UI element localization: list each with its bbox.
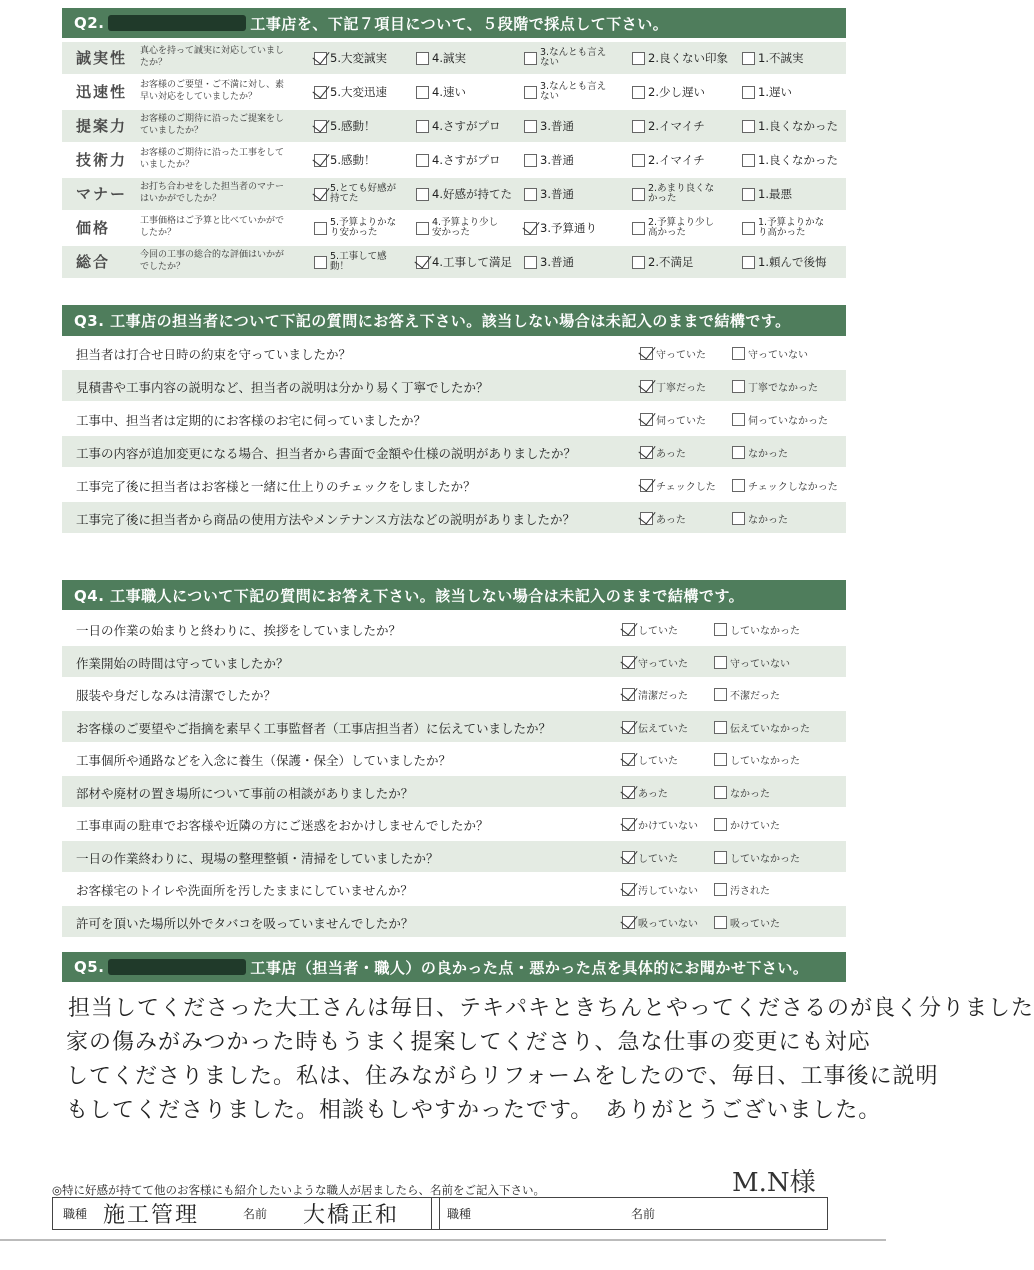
checkbox[interactable] <box>632 188 645 201</box>
q4-row <box>62 906 846 937</box>
checkbox[interactable] <box>640 479 653 492</box>
rating-option-label: 4.誠実 <box>432 51 466 65</box>
answer-no-label: 吸っていた <box>730 918 780 930</box>
q2-category: 迅速性 <box>76 83 128 101</box>
rating-option[interactable] <box>632 252 693 272</box>
checkbox[interactable] <box>714 818 727 831</box>
answer-no[interactable] <box>714 850 800 865</box>
rating-option-label: 3.普通 <box>540 119 574 133</box>
answer-yes[interactable] <box>622 850 678 865</box>
q4-header-text: Q4. 工事職人について下記の質問にお答え下さい。該当しない場合は未記入のままで結構です。 <box>74 586 745 605</box>
checkbox[interactable] <box>714 721 727 734</box>
checkbox[interactable] <box>416 188 429 201</box>
type-value-2[interactable] <box>493 1198 623 1229</box>
question-text: お客様宅のトイレや洗面所を汚したままにしていませんか？ <box>76 883 413 898</box>
checkbox[interactable] <box>714 753 727 766</box>
question-text: 工事の内容が追加変更になる場合、担当者から書面で金額や仕様の説明がありましたか？ <box>76 446 577 461</box>
comment-line: 担当してくださった大工さんは毎日、テキパキときちんとやってくださるのが良く分りました <box>68 996 1034 1021</box>
checkbox[interactable] <box>632 256 645 269</box>
checkbox[interactable] <box>714 623 727 636</box>
q2-question: 工事価格はご予算と比べていかがでしたか？ <box>140 216 285 238</box>
checkbox[interactable] <box>416 52 429 65</box>
rating-option-label: 1.良くなかった <box>758 153 838 167</box>
rating-option[interactable] <box>314 218 402 238</box>
question-text: 担当者は打合せ日時の約束を守っていましたか？ <box>76 347 352 362</box>
q2-row <box>62 212 846 244</box>
q2-question: お打ち合わせをした担当者のマナーはいかがでしたか？ <box>140 182 285 204</box>
checkbox[interactable] <box>640 347 653 360</box>
checkbox[interactable] <box>314 52 327 65</box>
checkbox[interactable] <box>314 120 327 133</box>
rating-option[interactable] <box>524 82 612 102</box>
checkbox[interactable] <box>742 222 755 235</box>
answer-yes-label: 清潔だった <box>638 691 688 702</box>
rating-option[interactable] <box>416 184 512 204</box>
checkbox[interactable] <box>742 52 755 65</box>
q2-row <box>62 144 846 176</box>
answer-yes[interactable] <box>640 445 686 460</box>
q5-header <box>62 952 846 982</box>
checkbox[interactable] <box>640 413 653 426</box>
q4-row <box>62 776 846 807</box>
answer-yes-label: 丁寧だった <box>656 383 706 394</box>
rating-option[interactable] <box>632 184 720 204</box>
checkbox[interactable] <box>742 154 755 167</box>
answer-yes[interactable] <box>640 412 706 427</box>
q2-category: 提案力 <box>76 117 128 135</box>
answer-yes-label: していた <box>638 853 678 865</box>
question-text: 一日の作業の始まりと終わりに、挨拶をしていましたか？ <box>76 623 402 638</box>
rating-option[interactable] <box>416 116 500 136</box>
checkbox[interactable] <box>416 256 429 269</box>
q4-row <box>62 743 846 774</box>
recommend-note: ◎特に好感が持てて他のお客様にも紹介したいような職人が居ましたら、名前をご記入下さい。 <box>52 1183 546 1197</box>
q5-comment <box>62 986 1034 1166</box>
rating-option-label: 5.大変迅速 <box>330 85 387 99</box>
q5-header-text: 工事店（担当者・職人）の良かった点・悪かった点を具体的にお聞かせ下さい。 <box>250 958 809 977</box>
rating-option-label: 1.良くなかった <box>758 119 838 133</box>
checkbox[interactable] <box>622 753 635 766</box>
answer-no[interactable] <box>714 752 800 767</box>
rating-option-label: 4.予算より少し安かった <box>432 217 499 238</box>
checkbox[interactable] <box>732 413 745 426</box>
checkbox[interactable] <box>622 688 635 701</box>
question-text: 工事個所や通路などを入念に養生（保護・保全）していましたか？ <box>76 753 452 768</box>
answer-no[interactable] <box>714 915 780 930</box>
question-text: 工事完了後に担当者から商品の使用方法やメンテナンス方法などの説明がありましたか？ <box>76 512 576 527</box>
type-label: 職種 <box>63 1207 88 1221</box>
answer-yes[interactable] <box>622 622 678 637</box>
rating-option[interactable] <box>742 252 826 272</box>
question-text: 工事完了後に担当者はお客様と一緒に仕上りのチェックをしましたか？ <box>76 479 476 494</box>
answer-no[interactable] <box>732 346 808 361</box>
checkbox[interactable] <box>632 222 645 235</box>
checkbox[interactable] <box>632 52 645 65</box>
rating-option[interactable] <box>742 184 792 204</box>
q2-category: 技術力 <box>76 151 128 169</box>
rating-option[interactable] <box>632 218 720 238</box>
redacted-company-name <box>108 959 246 975</box>
checkbox[interactable] <box>524 154 537 167</box>
checkbox[interactable] <box>314 188 327 201</box>
answer-no-label: 守っていない <box>730 658 790 670</box>
rating-option-label: 1.最悪 <box>758 187 792 201</box>
q2-question: お客様のご要望・ご不満に対し、素早い対応をしていましたか？ <box>140 80 285 102</box>
q4-row <box>62 841 846 872</box>
rating-option[interactable] <box>742 116 838 136</box>
answer-no[interactable] <box>714 687 780 702</box>
answer-yes[interactable] <box>622 687 688 702</box>
q2-question: 真心を持って誠実に対応していましたか？ <box>140 46 285 68</box>
rating-option-label: 4.さすがプロ <box>432 119 501 133</box>
answer-yes-label: 伝えていた <box>638 723 688 735</box>
q3-header-text: Q3. 工事店の担当者について下記の質問にお答え下さい。該当しない場合は未記入のままで結構です。 <box>74 312 791 330</box>
checkbox[interactable] <box>714 851 727 864</box>
name-label: 名前 <box>631 1207 656 1221</box>
q2-question: お客様のご期待に沿った工事をしていましたか？ <box>140 148 285 170</box>
rating-option[interactable] <box>314 116 375 136</box>
rating-option-label: 3.普通 <box>540 255 574 269</box>
q2-category: 誠実性 <box>76 49 128 67</box>
rating-option[interactable] <box>416 252 512 272</box>
answer-yes-label: あった <box>656 515 686 526</box>
rating-option-label: 2.良くない印象 <box>648 51 728 65</box>
recommend-staff-table <box>52 1197 828 1230</box>
rating-option-label: 3.なんとも言えない <box>540 81 607 102</box>
checkbox[interactable] <box>632 154 645 167</box>
checkbox[interactable] <box>622 623 635 636</box>
type-value-1[interactable]: 施工管理 <box>103 1203 200 1228</box>
answer-no-label: なかった <box>748 515 788 526</box>
question-text: 作業開始の時間は守っていましたか？ <box>76 655 289 671</box>
customer-signature: M.N様 <box>732 1168 816 1198</box>
checkbox[interactable] <box>632 86 645 99</box>
q2-row <box>62 110 846 142</box>
checkbox[interactable] <box>732 347 745 360</box>
checkbox[interactable] <box>416 154 429 167</box>
rating-option-label: 3.普通 <box>540 153 574 167</box>
answer-yes[interactable] <box>622 655 688 670</box>
answer-yes-label: 伺っていた <box>656 416 706 427</box>
q3-row <box>62 502 846 533</box>
answer-yes[interactable] <box>640 379 706 394</box>
question-text: お客様のご要望やご指摘を素早く工事監督者（工事店担当者）に伝えていましたか？ <box>76 720 552 736</box>
rating-option-label: 5.予算よりかなり安かった <box>330 217 397 238</box>
answer-yes[interactable] <box>622 785 668 800</box>
answer-no[interactable] <box>714 720 810 735</box>
checkbox[interactable] <box>742 120 755 133</box>
q4-row <box>62 613 846 644</box>
q4-row <box>62 711 846 742</box>
answer-no-label: 汚された <box>730 886 770 897</box>
checkbox[interactable] <box>742 86 755 99</box>
checkbox[interactable] <box>640 512 653 525</box>
answer-yes-label: かけていない <box>638 821 698 832</box>
checkbox[interactable] <box>714 916 727 929</box>
rating-option-label: 4.速い <box>432 85 466 99</box>
rating-option[interactable] <box>314 150 375 170</box>
redacted-company-name <box>108 15 246 31</box>
q3-row <box>62 370 846 401</box>
checkbox[interactable] <box>524 86 537 99</box>
checkbox[interactable] <box>632 120 645 133</box>
checkbox[interactable] <box>314 256 327 269</box>
answer-no[interactable] <box>732 445 788 460</box>
rating-option[interactable] <box>524 184 574 204</box>
rating-option-label: 2.あまり良くなかった <box>648 183 715 204</box>
rating-option[interactable] <box>524 218 597 238</box>
rating-option[interactable] <box>314 82 387 102</box>
q4-row <box>62 678 846 709</box>
comment-line: 家の傷みがみつかった時もうまく提案してくださり、急な仕事の変更にも対応 <box>66 1030 871 1055</box>
rating-option[interactable] <box>416 82 466 102</box>
answer-yes[interactable] <box>622 882 698 897</box>
checkbox[interactable] <box>524 256 537 269</box>
answer-no-label: かけていた <box>730 821 780 832</box>
checkbox[interactable] <box>314 222 327 235</box>
answer-no-label: していなかった <box>730 626 800 637</box>
answer-yes[interactable] <box>622 720 688 735</box>
checkbox[interactable] <box>732 380 745 393</box>
name-value-2[interactable] <box>683 1198 823 1229</box>
q2-question: お客様のご期待に沿ったご提案をしていましたか？ <box>140 114 285 136</box>
rating-option[interactable] <box>416 218 504 238</box>
rating-option[interactable] <box>742 48 803 68</box>
rating-option-label: 5.感動！ <box>330 119 376 133</box>
checkbox[interactable] <box>714 786 727 799</box>
q3-row <box>62 436 846 467</box>
checkbox[interactable] <box>640 380 653 393</box>
rating-option[interactable] <box>416 150 500 170</box>
comment-line: してくださりました。私は、住みながらリフォームをしたので、毎日、工事後に説明 <box>66 1064 939 1089</box>
checkbox[interactable] <box>622 721 635 734</box>
answer-yes[interactable] <box>622 817 698 832</box>
answer-no-label: 丁寧でなかった <box>748 383 818 394</box>
rating-option-label: 3.なんとも言えない <box>540 47 607 68</box>
rating-option-label: 5.大変誠実 <box>330 51 387 65</box>
question-text: 許可を頂いた場所以外でタバコを吸っていませんでしたか？ <box>76 915 414 931</box>
q2-row <box>62 246 846 278</box>
rating-option[interactable] <box>632 150 705 170</box>
answer-yes[interactable] <box>640 478 716 493</box>
rating-option-label: 5.工事して感動！ <box>330 251 387 272</box>
rating-option[interactable] <box>632 116 705 136</box>
checkbox[interactable] <box>622 883 635 896</box>
answer-yes-label: チェックした <box>656 482 716 493</box>
answer-no-label: 不潔だった <box>730 691 780 702</box>
rating-option[interactable] <box>742 150 838 170</box>
question-text: 一日の作業終わりに、現場の整理整頓・清掃をしていましたか？ <box>76 850 439 866</box>
q3-header <box>62 305 846 336</box>
q2-header-text: 工事店を、下記７項目について、５段階で採点して下さい。 <box>250 14 669 33</box>
rating-option-label: 4.工事して満足 <box>432 255 512 269</box>
q2-question: 今回の工事の総合的な評価はいかがでしたか？ <box>140 250 285 272</box>
q4-row <box>62 808 846 839</box>
checkbox[interactable] <box>732 512 745 525</box>
rating-option[interactable] <box>314 252 402 272</box>
type-label: 職種 <box>447 1207 472 1221</box>
comment-line: もしてくださりました。相談もしやすかったです。 ありがとうございました。 <box>66 1098 882 1123</box>
rating-option-label: 2.少し遅い <box>648 85 705 99</box>
q3-row <box>62 337 846 368</box>
rating-option-label: 4.好感が持てた <box>432 187 512 201</box>
checkbox[interactable] <box>622 818 635 831</box>
answer-yes-label: 汚していない <box>638 886 698 897</box>
rating-option-label: 2.予算より少し高かった <box>648 217 715 238</box>
q4-header <box>62 580 846 610</box>
answer-yes-label: 守っていた <box>638 658 688 670</box>
table-divider <box>431 1198 432 1229</box>
checkbox[interactable] <box>742 256 755 269</box>
q2-category: 価格 <box>76 219 111 237</box>
rating-option[interactable] <box>416 48 466 68</box>
answer-no[interactable] <box>714 817 780 832</box>
answer-no[interactable] <box>714 655 790 670</box>
answer-yes-label: あった <box>656 449 686 460</box>
checkbox[interactable] <box>732 479 745 492</box>
answer-no[interactable] <box>714 622 800 637</box>
answer-no[interactable] <box>714 785 770 800</box>
rating-option[interactable] <box>632 48 728 68</box>
table-divider <box>439 1198 440 1229</box>
checkbox[interactable] <box>314 86 327 99</box>
answer-yes[interactable] <box>622 915 698 930</box>
rating-option-label: 4.さすがプロ <box>432 153 501 167</box>
checkbox[interactable] <box>416 120 429 133</box>
checkbox[interactable] <box>622 656 635 669</box>
rating-option[interactable] <box>314 184 402 204</box>
checkbox[interactable] <box>714 883 727 896</box>
rating-option[interactable] <box>524 252 574 272</box>
q2-category: マナー <box>76 185 128 203</box>
q4-row <box>62 873 846 904</box>
rating-option-label: 5.とても好感が持てた <box>330 183 397 204</box>
q2-row <box>62 178 846 210</box>
checkbox[interactable] <box>314 154 327 167</box>
answer-no-label: チェックしなかった <box>748 482 838 493</box>
answer-no[interactable] <box>732 379 818 394</box>
answer-yes-label: 吸っていない <box>638 918 698 930</box>
name-value-1[interactable]: 大橋正和 <box>303 1203 400 1228</box>
rating-option[interactable] <box>524 150 574 170</box>
checkbox[interactable] <box>416 222 429 235</box>
checkbox[interactable] <box>714 688 727 701</box>
question-text: 部材や廃材の置き場所について事前の相談がありましたか？ <box>76 785 414 801</box>
q2-row <box>62 76 846 108</box>
answer-no[interactable] <box>732 478 838 493</box>
q5-header-prefix: Q5. <box>74 958 105 976</box>
checkbox[interactable] <box>714 656 727 669</box>
checkbox[interactable] <box>622 916 635 929</box>
rating-option-label: 2.イマイチ <box>648 119 705 133</box>
answer-yes-label: していた <box>638 626 678 637</box>
q2-category: 総合 <box>76 253 111 271</box>
question-text: 見積書や工事内容の説明など、担当者の説明は分かり易く丁寧でしたか？ <box>76 380 489 395</box>
rating-option-label: 1.頼んで後悔 <box>758 255 827 269</box>
checkbox[interactable] <box>742 188 755 201</box>
rating-option[interactable] <box>524 48 612 68</box>
q3-row <box>62 469 846 500</box>
q4-row <box>62 646 846 677</box>
question-text: 工事車両の駐車でお客様や近隣の方にご迷惑をおかけしませんでしたか？ <box>76 818 489 833</box>
answer-yes[interactable] <box>622 752 678 767</box>
answer-no-label: なかった <box>730 788 770 800</box>
answer-yes-label: していた <box>638 756 678 767</box>
answer-no-label: 伝えていなかった <box>730 723 810 735</box>
rating-option[interactable] <box>742 82 792 102</box>
answer-no[interactable] <box>714 882 770 897</box>
q2-header <box>62 8 846 38</box>
answer-no-label: なかった <box>748 449 788 460</box>
answer-yes-label: あった <box>638 788 668 800</box>
answer-no-label: 守っていない <box>748 350 808 361</box>
checkbox[interactable] <box>732 446 745 459</box>
question-text: 工事中、担当者は定期的にお客様のお宅に伺っていましたか？ <box>76 413 427 428</box>
rating-option[interactable] <box>524 116 574 136</box>
question-text: 服装や身だしなみは清潔でしたか？ <box>76 688 277 703</box>
q2-header-prefix: Q2. <box>74 14 105 32</box>
checkbox[interactable] <box>524 120 537 133</box>
checkbox[interactable] <box>640 446 653 459</box>
page-bottom-line <box>0 1239 886 1241</box>
checkbox[interactable] <box>622 851 635 864</box>
checkbox[interactable] <box>524 52 537 65</box>
rating-option-label: 2.不満足 <box>648 255 694 269</box>
rating-option-label: 3.予算通り <box>540 221 597 235</box>
rating-option-label: 2.イマイチ <box>648 153 705 167</box>
rating-option-label: 3.普通 <box>540 187 574 201</box>
rating-option[interactable] <box>742 218 830 238</box>
q3-row <box>62 403 846 434</box>
rating-option[interactable] <box>314 48 387 68</box>
rating-option-label: 1.不誠実 <box>758 51 804 65</box>
answer-no-label: していなかった <box>730 756 800 767</box>
rating-option-label: 1.遅い <box>758 85 792 99</box>
rating-option-label: 5.感動！ <box>330 153 376 167</box>
checkbox[interactable] <box>524 188 537 201</box>
answer-no-label: していなかった <box>730 853 800 865</box>
name-label: 名前 <box>243 1207 268 1221</box>
answer-yes[interactable] <box>640 346 706 361</box>
answer-no-label: 伺っていなかった <box>748 416 828 427</box>
checkbox[interactable] <box>524 222 537 235</box>
answer-yes[interactable] <box>640 511 686 526</box>
checkbox[interactable] <box>416 86 429 99</box>
q2-row <box>62 42 846 74</box>
rating-option-label: 1.予算よりかなり高かった <box>758 217 825 238</box>
answer-yes-label: 守っていた <box>656 350 706 361</box>
checkbox[interactable] <box>622 786 635 799</box>
rating-option[interactable] <box>632 82 705 102</box>
answer-no[interactable] <box>732 412 828 427</box>
answer-no[interactable] <box>732 511 788 526</box>
